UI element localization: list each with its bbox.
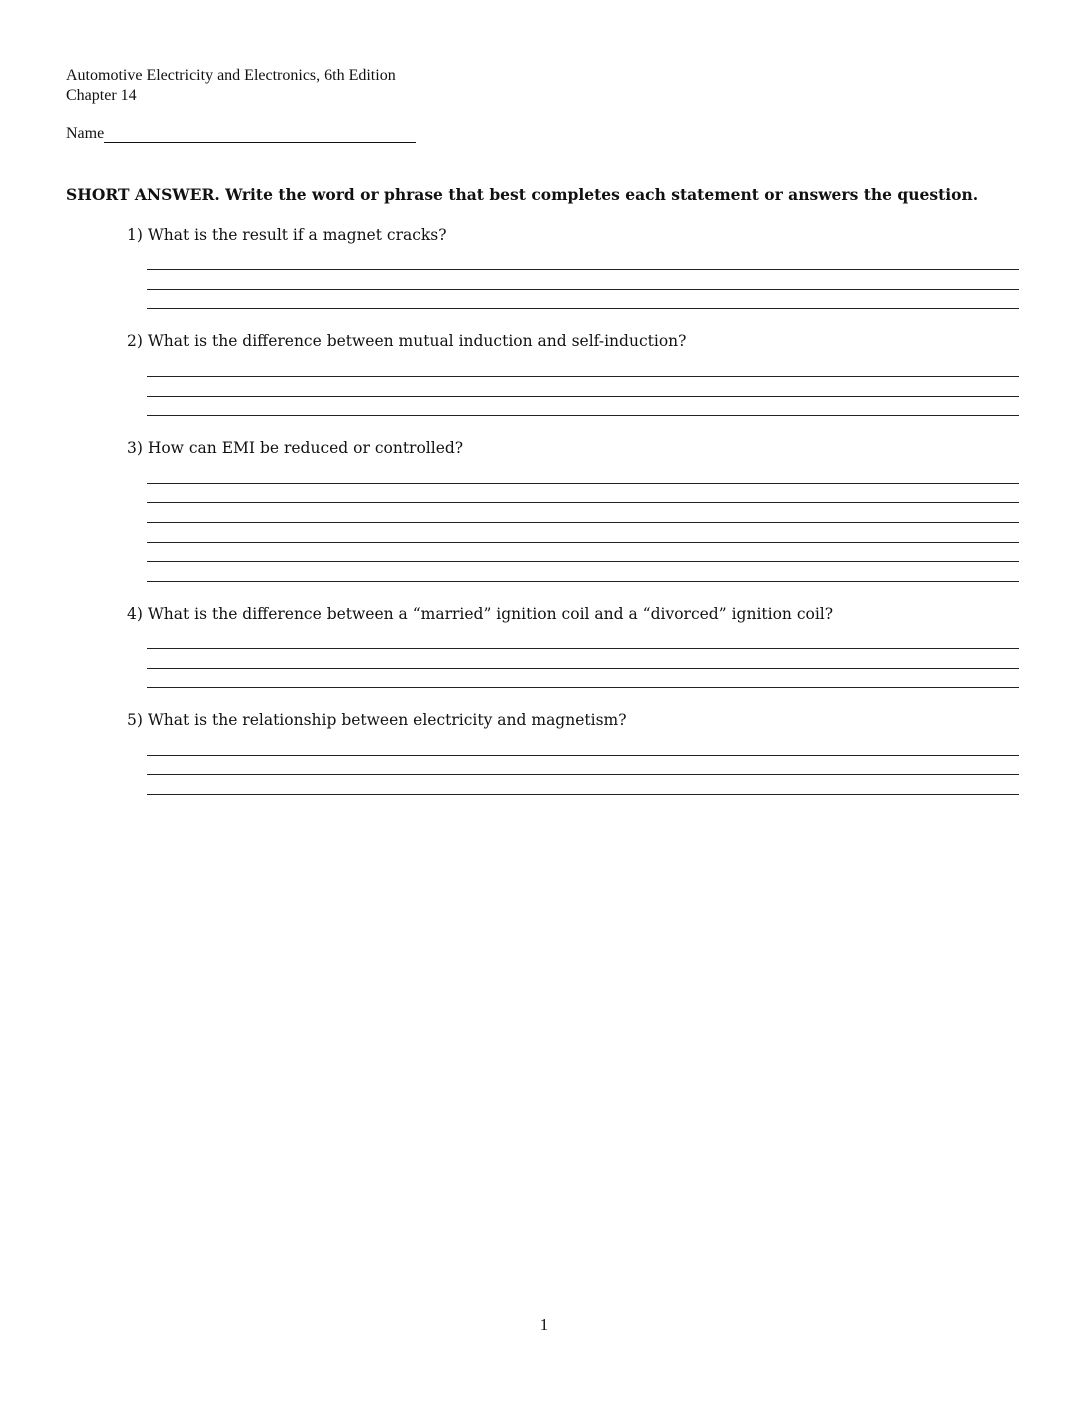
- answer-line[interactable]: [147, 648, 1019, 649]
- answer-line[interactable]: [147, 542, 1019, 543]
- book-title: Automotive Electricity and Electronics, 6th Edition: [66, 67, 396, 84]
- answer-line[interactable]: [147, 308, 1019, 309]
- answer-line[interactable]: [147, 794, 1019, 795]
- answer-line[interactable]: [147, 687, 1019, 688]
- question-4: 4) What is the difference between a “married” ignition coil and a “divorced” ignition coil?: [127, 605, 834, 623]
- answer-line[interactable]: [147, 561, 1019, 562]
- question-5: 5) What is the relationship between electricity and magnetism?: [127, 711, 627, 729]
- answer-line[interactable]: [147, 269, 1019, 270]
- document-header: [66, 66, 396, 106]
- answer-line[interactable]: [147, 376, 1019, 377]
- answer-line[interactable]: [147, 581, 1019, 582]
- answer-line[interactable]: [147, 755, 1019, 756]
- answer-line[interactable]: [147, 668, 1019, 669]
- answer-line[interactable]: [147, 289, 1019, 290]
- question-1: 1) What is the result if a magnet cracks?: [127, 226, 447, 244]
- answer-line[interactable]: [147, 774, 1019, 775]
- name-blank-line[interactable]: [104, 124, 416, 143]
- page-number: 1: [539, 1315, 549, 1334]
- section-instructions: SHORT ANSWER. Write the word or phrase that best completes each statement or answers the question.: [66, 185, 979, 204]
- answer-line[interactable]: [147, 522, 1019, 523]
- name-field-row: [66, 124, 416, 143]
- answer-line[interactable]: [147, 483, 1019, 484]
- question-2: 2) What is the difference between mutual induction and self-induction?: [127, 332, 687, 350]
- answer-line[interactable]: [147, 415, 1019, 416]
- answer-line[interactable]: [147, 502, 1019, 503]
- chapter-label: Chapter 14: [66, 87, 137, 104]
- answer-line[interactable]: [147, 396, 1019, 397]
- question-3: 3) How can EMI be reduced or controlled?: [127, 439, 464, 457]
- name-label: Name: [66, 125, 105, 142]
